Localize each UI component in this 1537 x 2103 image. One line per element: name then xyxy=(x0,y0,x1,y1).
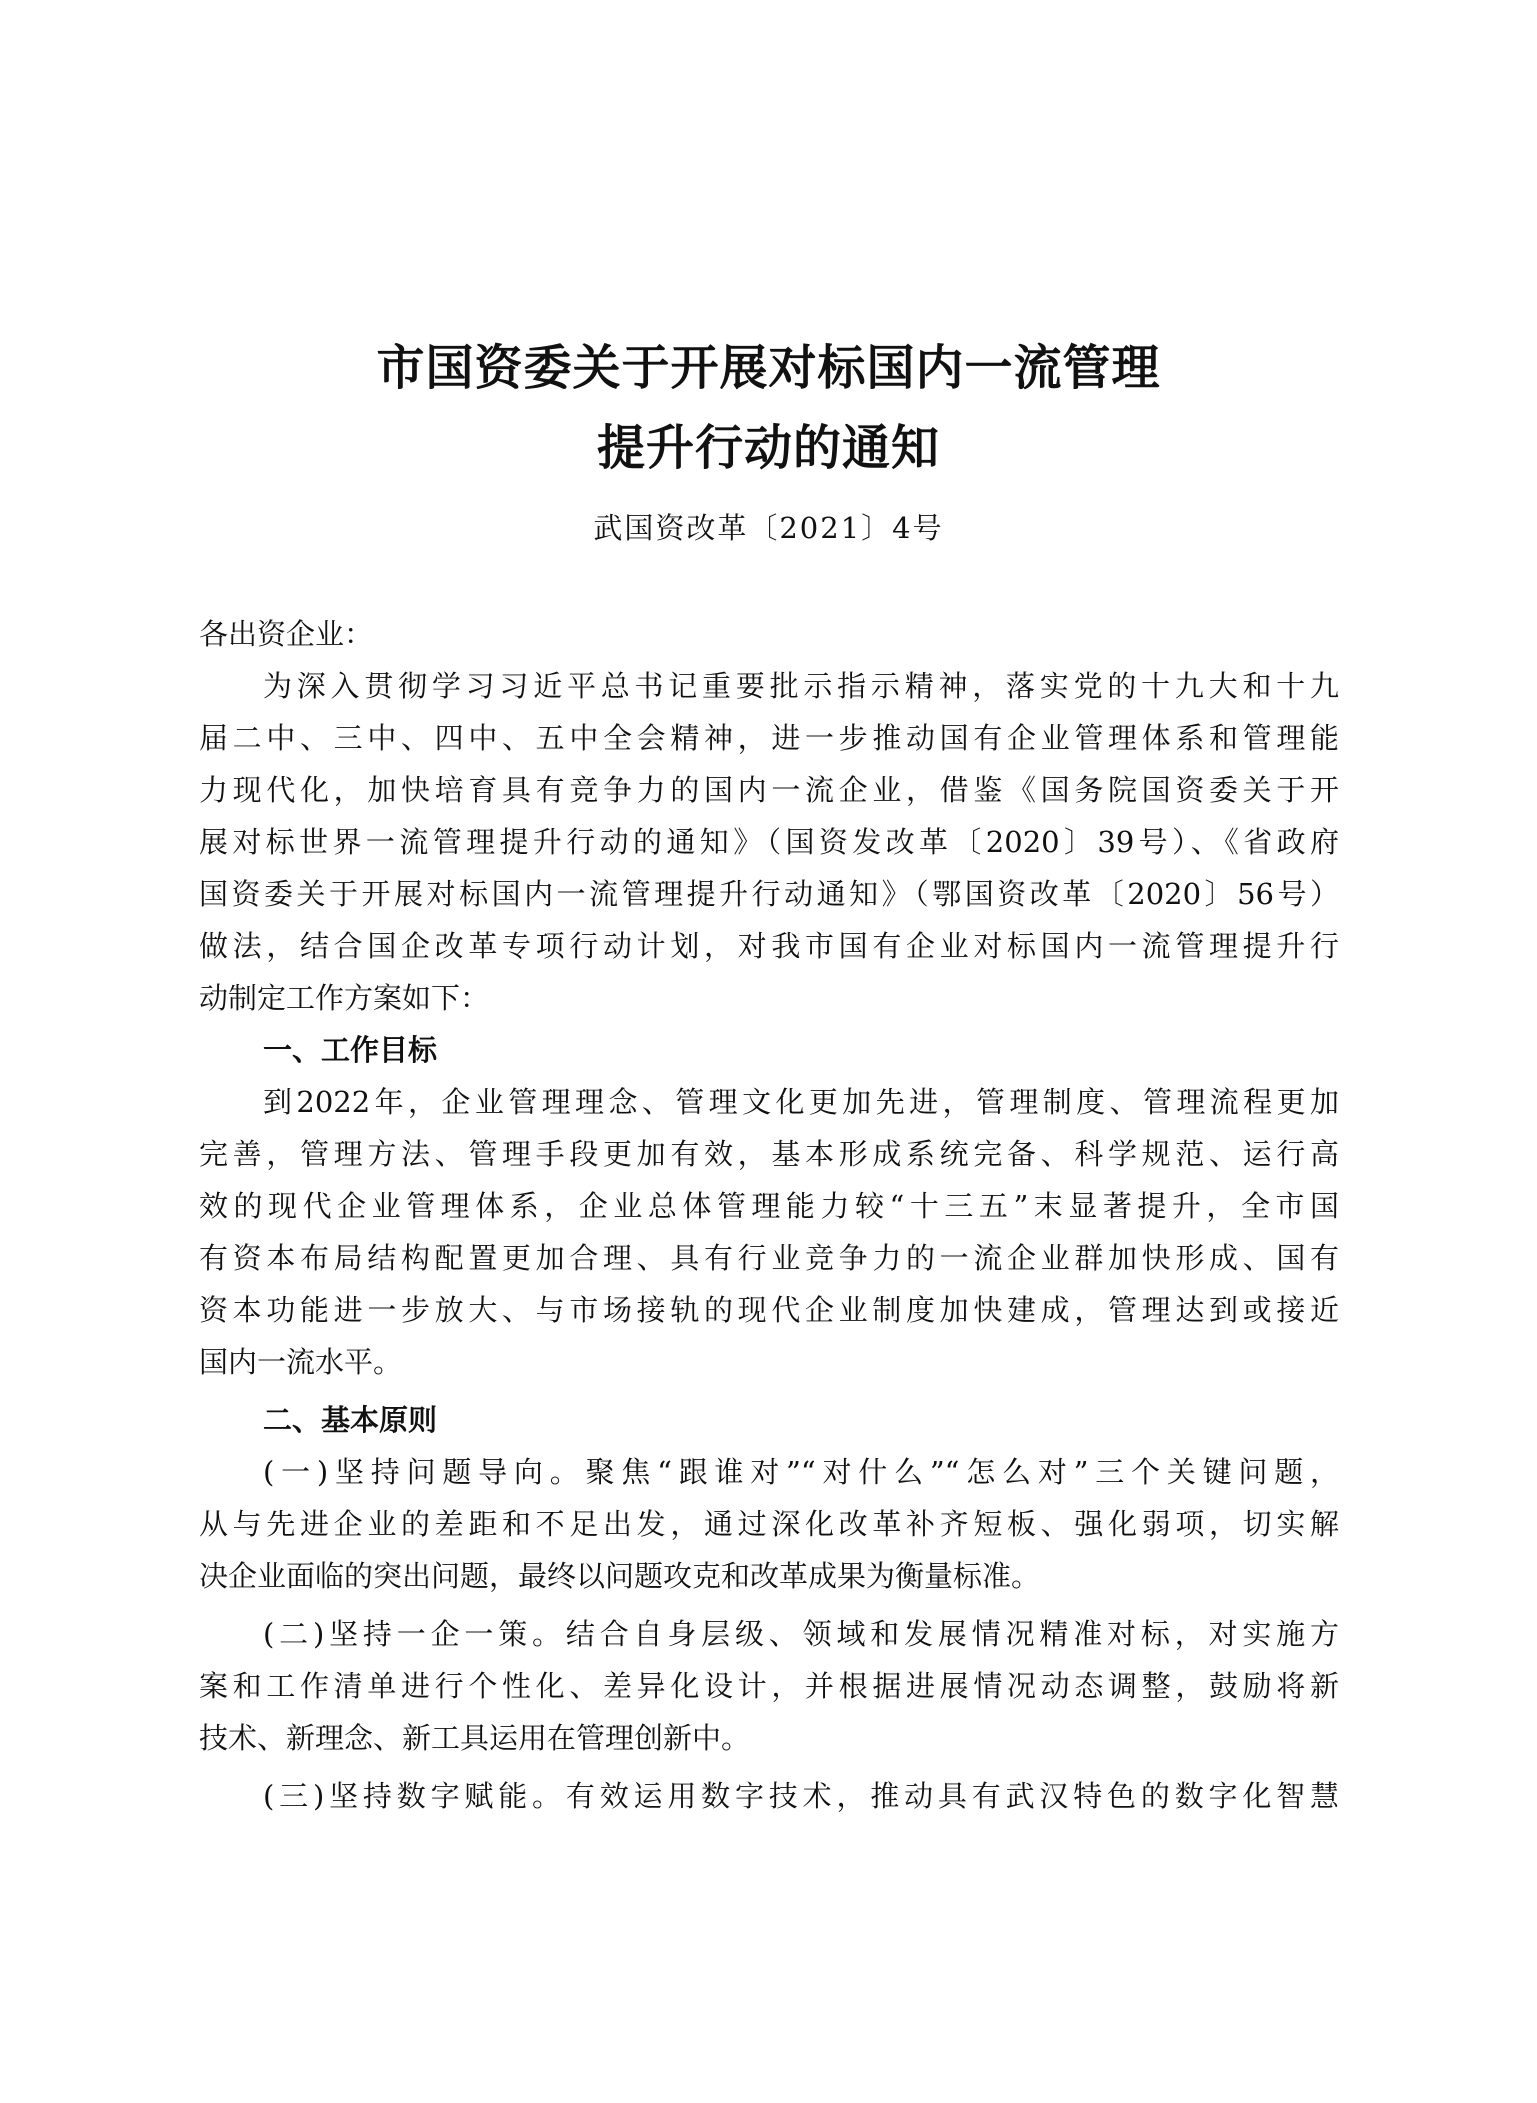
document-number: 武国资改革〔2021〕4号 xyxy=(593,511,944,545)
para4-line: 技术、新理念、新工具运用在管理创新中。 xyxy=(199,1721,751,1755)
para3-line: 决企业面临的突出问题，最终以问题攻克和改革成果为衡量标准。 xyxy=(199,1559,1041,1593)
para2-line: 资本功能进一步放大、与市场接轨的现代企业制度加快建成，管理达到或接近 xyxy=(199,1293,1339,1327)
para3-line: 从与先进企业的差距和不足出发，通过深化改革补齐短板、强化弱项，切实解 xyxy=(199,1507,1339,1541)
para3-line: (一)坚持问题导向。聚焦“跟谁对”“对什么”“怎么对”三个关键问题， xyxy=(263,1455,1339,1489)
section-heading-goals: 一、工作目标 xyxy=(263,1033,438,1067)
para2-line: 效的现代企业管理体系，企业总体管理能力较“十三五”末显著提升，全市国 xyxy=(199,1189,1339,1223)
para1-line: 展对标世界一流管理提升行动的通知》（国资发改革〔2020〕39号）、《省政府 xyxy=(199,825,1339,859)
para1-line: 为深入贯彻学习习近平总书记重要批示指示精神，落实党的十九大和十九 xyxy=(263,669,1339,703)
document-body xyxy=(199,608,1339,1822)
para1-line: 做法，结合国企改革专项行动计划，对我市国有企业对标国内一流管理提升行 xyxy=(199,929,1339,963)
title-line-1: 市国资委关于开展对标国内一流管理 xyxy=(376,340,1161,396)
para1-line: 国资委关于开展对标国内一流管理提升行动通知》（鄂国资改革〔2020〕56号） xyxy=(199,877,1339,911)
para1-line: 动制定工作方案如下： xyxy=(199,981,490,1015)
para4-line: 案和工作清单进行个性化、差异化设计，并根据进展情况动态调整，鼓励将新 xyxy=(199,1669,1339,1703)
para1-line: 力现代化，加快培育具有竞争力的国内一流企业，借鉴《国务院国资委关于开 xyxy=(199,773,1339,807)
title-line-2: 提升行动的通知 xyxy=(596,420,940,476)
para4-line: (二)坚持一企一策。结合自身层级、领域和发展情况精准对标，对实施方 xyxy=(263,1617,1339,1651)
para2-line: 国内一流水平。 xyxy=(199,1345,403,1379)
para2-line: 完善，管理方法、管理手段更加有效，基本形成系统完备、科学规范、运行高 xyxy=(199,1137,1339,1171)
document-title xyxy=(0,328,1537,488)
para2-line: 有资本布局结构配置更加合理、具有行业竞争力的一流企业群加快形成、国有 xyxy=(199,1241,1339,1275)
para1-line: 届二中、三中、四中、五中全会精神，进一步推动国有企业管理体系和管理能 xyxy=(199,721,1339,755)
salutation: 各出资企业： xyxy=(199,617,374,651)
para2-line: 到2022年，企业管理理念、管理文化更加先进，管理制度、管理流程更加 xyxy=(263,1085,1339,1119)
section-heading-principles: 二、基本原则 xyxy=(263,1403,438,1437)
para5-line: (三)坚持数字赋能。有效运用数字技术，推动具有武汉特色的数字化智慧 xyxy=(263,1779,1339,1813)
